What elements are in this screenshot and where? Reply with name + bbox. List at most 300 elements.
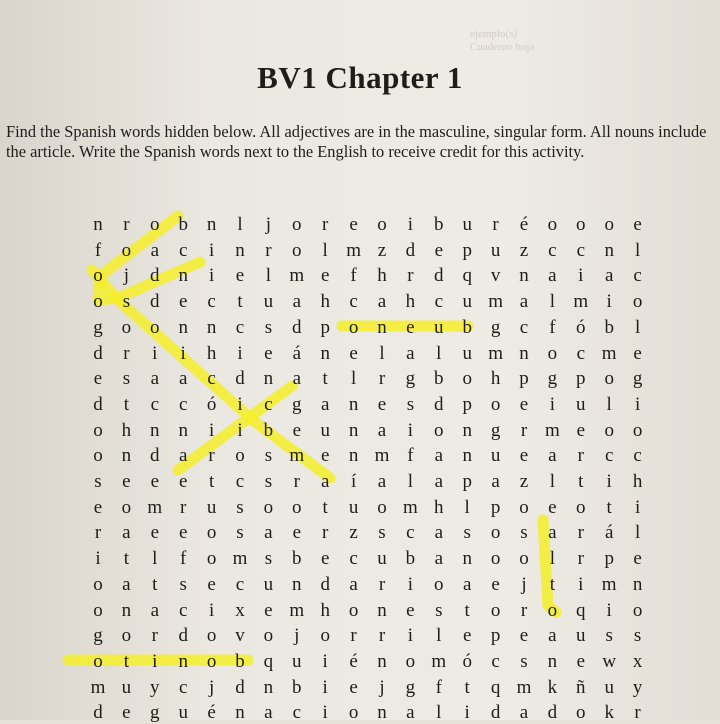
grid-letter: s	[264, 548, 273, 570]
grid-letter: o	[93, 599, 103, 621]
grid-letter: a	[122, 522, 131, 544]
grid-letter: o	[348, 316, 359, 338]
grid-letter: o	[121, 316, 132, 338]
grid-letter: n	[547, 650, 558, 672]
grid-letter: e	[548, 496, 557, 518]
grid-letter: i	[237, 342, 243, 364]
grid-letter: e	[434, 239, 444, 261]
grid-letter: o	[519, 548, 529, 570]
grid-letter: l	[350, 368, 357, 390]
grid-letter: l	[549, 548, 556, 570]
grid-letter: i	[578, 573, 584, 595]
grid-letter: g	[405, 368, 416, 390]
grid-letter: e	[633, 548, 642, 570]
grid-letter: m	[346, 239, 361, 261]
grid-letter: b	[462, 316, 472, 338]
grid-letter: a	[434, 548, 444, 570]
grid-letter: r	[151, 625, 158, 647]
grid-letter: o	[434, 573, 444, 595]
grid-letter: n	[263, 676, 274, 698]
grid-letter: b	[405, 548, 416, 570]
grid-letter: c	[548, 239, 557, 261]
grid-letter: u	[434, 316, 444, 338]
grid-letter: e	[491, 573, 500, 595]
grid-letter: o	[576, 214, 586, 235]
grid-letter: o	[604, 368, 614, 390]
grid-letter: u	[178, 702, 188, 724]
grid-letter: q	[263, 650, 274, 672]
grid-letter: u	[121, 676, 132, 698]
page-title: BV1 Chapter 1	[257, 60, 463, 95]
grid-letter: n	[320, 342, 330, 364]
grid-letter: i	[606, 291, 612, 313]
grid-letter: o	[121, 239, 132, 261]
grid-letter: b	[292, 676, 302, 698]
grid-letter: c	[235, 316, 245, 338]
grid-letter: r	[123, 214, 130, 235]
grid-letter: a	[349, 573, 358, 595]
grid-letter: t	[123, 548, 130, 570]
grid-letter: e	[122, 702, 131, 724]
grid-letter: i	[237, 393, 243, 415]
grid-letter: n	[519, 265, 529, 287]
grid-letter: n	[519, 342, 529, 364]
grid-letter: u	[263, 291, 274, 313]
grid-letter: ó	[462, 650, 472, 672]
grid-letter: p	[604, 548, 614, 570]
grid-letter: r	[520, 419, 528, 441]
grid-letter: m	[516, 676, 532, 698]
grid-letter: n	[263, 368, 274, 390]
grid-letter: g	[490, 316, 501, 338]
grid-letter: n	[604, 239, 614, 261]
grid-letter: g	[150, 702, 160, 724]
grid-letter: u	[462, 342, 472, 364]
grid-letter: s	[122, 368, 131, 390]
grid-letter: l	[606, 393, 612, 415]
grid-letter: o	[121, 625, 132, 647]
grid-letter: r	[265, 239, 272, 261]
grid-letter: c	[235, 471, 245, 492]
grid-letter: x	[235, 599, 245, 621]
grid-letter: é	[207, 702, 216, 724]
grid-letter: c	[178, 393, 188, 415]
grid-letter: o	[93, 650, 103, 672]
grid-letter: m	[601, 342, 617, 364]
grid-letter: m	[488, 291, 503, 313]
grid-letter: o	[576, 702, 586, 724]
grid-letter: h	[206, 342, 217, 364]
grid-letter: b	[263, 419, 274, 441]
grid-letter: c	[264, 393, 273, 415]
grid-letter: á	[604, 522, 614, 544]
grid-letter: i	[322, 676, 328, 698]
grid-letter: o	[348, 702, 359, 724]
grid-letter: i	[606, 471, 612, 492]
grid-letter: s	[463, 522, 471, 544]
grid-letter: q	[490, 676, 501, 698]
grid-letter: u	[576, 625, 586, 647]
grid-letter: i	[322, 650, 328, 672]
grid-letter: o	[93, 573, 103, 595]
grid-letter: t	[578, 471, 584, 492]
grid-letter: e	[264, 342, 273, 364]
grid-letter: i	[407, 573, 414, 595]
grid-letter: l	[379, 342, 385, 364]
grid-letter: b	[235, 650, 245, 672]
grid-letter: h	[405, 291, 416, 313]
grid-letter: m	[289, 599, 305, 621]
grid-letter: h	[121, 419, 132, 441]
grid-letter: i	[549, 393, 556, 415]
grid-letter: c	[150, 393, 160, 415]
grid-letter: r	[577, 445, 584, 467]
grid-letter: s	[179, 573, 187, 595]
grid-letter: e	[122, 471, 131, 492]
grid-letter: ó	[576, 316, 586, 338]
grid-letter: n	[377, 316, 387, 338]
grid-letter: o	[604, 419, 614, 441]
grid-letter: m	[431, 650, 447, 672]
bleed-line: ejemplo(s)	[470, 28, 518, 40]
grid-letter: i	[634, 496, 641, 518]
grid-letter: p	[490, 496, 501, 518]
grid-letter: f	[350, 265, 357, 287]
grid-letter: c	[178, 676, 188, 698]
grid-letter: o	[292, 239, 302, 261]
grid-letter: e	[93, 496, 103, 518]
grid-letter: t	[152, 573, 158, 595]
grid-letter: b	[178, 214, 188, 235]
grid-letter: s	[520, 522, 528, 544]
grid-letter: a	[122, 573, 131, 595]
grid-letter: i	[95, 548, 101, 570]
grid-letter: n	[632, 573, 643, 595]
grid-letter: t	[322, 496, 328, 518]
grid-letter: o	[490, 393, 501, 415]
grid-letter: m	[232, 548, 248, 570]
grid-letter: u	[490, 239, 501, 261]
grid-letter: e	[576, 419, 586, 441]
grid-letter: g	[93, 625, 103, 647]
grid-letter: l	[152, 548, 158, 570]
grid-letter: c	[633, 445, 642, 467]
grid-letter: i	[606, 599, 612, 621]
grid-letter: i	[208, 265, 215, 287]
grid-letter: a	[178, 445, 188, 467]
grid-letter: p	[462, 471, 472, 492]
grid-letter: j	[208, 676, 215, 698]
grid-letter: e	[633, 342, 642, 364]
grid-letter: k	[547, 676, 558, 698]
grid-letter: d	[150, 291, 160, 313]
grid-letter: d	[235, 368, 245, 390]
grid-letter: i	[208, 599, 215, 621]
grid-letter: a	[178, 368, 188, 390]
grid-letter: g	[93, 316, 103, 338]
grid-letter: m	[289, 445, 305, 467]
grid-letter: m	[147, 496, 163, 518]
grid-letter: o	[434, 419, 444, 441]
grid-letter: l	[634, 522, 641, 544]
grid-letter: p	[462, 393, 472, 415]
grid-letter: o	[93, 291, 103, 313]
grid-letter: é	[519, 214, 529, 235]
grid-letter: o	[263, 496, 274, 518]
grid-letter: r	[634, 702, 641, 724]
grid-letter: m	[403, 496, 418, 518]
grid-letter: z	[519, 471, 529, 492]
grid-letter: u	[576, 393, 586, 415]
grid-letter: ñ	[576, 676, 586, 698]
grid-letter: a	[320, 471, 330, 492]
grid-letter: d	[93, 342, 103, 364]
grid-letter: s	[520, 650, 528, 672]
grid-letter: n	[462, 445, 472, 467]
grid-letter: i	[152, 650, 158, 672]
grid-letter: e	[519, 445, 529, 467]
grid-letter: n	[377, 650, 387, 672]
grid-letter: p	[519, 368, 529, 390]
grid-letter: a	[548, 265, 557, 287]
grid-letter: q	[462, 265, 472, 287]
grid-letter: e	[320, 265, 330, 287]
grid-letter: r	[577, 548, 584, 570]
grid-letter: o	[93, 445, 103, 467]
grid-letter: n	[150, 419, 160, 441]
bleed-line: Cuaderno hoja	[470, 41, 535, 53]
grid-letter: d	[150, 265, 160, 287]
grid-letter: e	[349, 214, 358, 235]
grid-letter: n	[178, 265, 188, 287]
grid-letter: s	[264, 471, 273, 492]
grid-letter: e	[264, 599, 273, 621]
grid-letter: m	[90, 676, 106, 698]
grid-letter: é	[349, 650, 358, 672]
grid-letter: l	[265, 265, 272, 287]
grid-letter: a	[434, 471, 444, 492]
grid-letter: a	[150, 599, 160, 621]
grid-letter: n	[348, 419, 359, 441]
grid-letter: p	[576, 368, 586, 390]
grid-letter: o	[547, 599, 558, 621]
grid-letter: o	[632, 599, 643, 621]
grid-letter: a	[406, 342, 415, 364]
grid-letter: o	[150, 214, 160, 235]
grid-letter: c	[604, 445, 614, 467]
grid-letter: c	[491, 650, 500, 672]
grid-letter: a	[377, 291, 387, 313]
grid-letter: f	[94, 239, 102, 261]
grid-letter: l	[549, 291, 556, 313]
grid-letter: i	[208, 239, 215, 261]
grid-letter: n	[206, 316, 217, 338]
grid-letter: p	[490, 625, 501, 647]
grid-letter: l	[237, 214, 243, 235]
grid-letter: r	[407, 265, 414, 287]
grid-letter: z	[519, 239, 529, 261]
grid-letter: i	[152, 342, 158, 364]
grid-letter: c	[178, 239, 188, 261]
grid-letter: e	[235, 265, 245, 287]
grid-letter: i	[407, 419, 414, 441]
grid-letter: y	[632, 676, 643, 698]
grid-letter: n	[121, 445, 132, 467]
grid-letter: c	[576, 342, 586, 364]
grid-letter: s	[236, 522, 244, 544]
grid-letter: h	[377, 265, 387, 287]
grid-letter: e	[633, 214, 642, 235]
grid-letter: u	[462, 291, 472, 313]
grid-letter: m	[601, 573, 617, 595]
grid-letter: o	[632, 291, 643, 313]
grid-letter: v	[490, 265, 501, 287]
grid-letter: e	[462, 625, 472, 647]
grid-letter: q	[576, 599, 586, 621]
grid-letter: o	[93, 265, 103, 287]
grid-letter: o	[490, 522, 501, 544]
grid-letter: d	[178, 625, 188, 647]
grid-letter: m	[488, 342, 503, 364]
grid-letter: a	[519, 702, 529, 724]
grid-letter: r	[492, 214, 499, 235]
grid-letter: n	[235, 239, 245, 261]
grid-letter: a	[519, 291, 529, 313]
grid-letter: n	[206, 214, 217, 235]
grid-letter: i	[407, 625, 414, 647]
grid-letter: r	[520, 599, 528, 621]
grid-letter: c	[207, 291, 216, 313]
grid-letter: a	[604, 265, 614, 287]
grid-letter: h	[320, 291, 330, 313]
grid-letter: n	[348, 393, 359, 415]
grid-letter: n	[178, 650, 188, 672]
grid-letter: l	[322, 239, 328, 261]
grid-letter: n	[121, 599, 132, 621]
grid-letter: u	[320, 419, 330, 441]
grid-letter: t	[464, 599, 470, 621]
grid-letter: r	[94, 522, 102, 544]
grid-letter: e	[150, 522, 160, 544]
grid-letter: l	[436, 342, 442, 364]
grid-letter: u	[377, 548, 387, 570]
grid-letter: á	[292, 342, 302, 364]
grid-letter: o	[320, 625, 330, 647]
grid-letter: t	[237, 291, 243, 313]
grid-letter: i	[634, 393, 641, 415]
grid-letter: a	[377, 419, 387, 441]
grid-letter: u	[348, 496, 359, 518]
grid-letter: i	[180, 342, 186, 364]
grid-letter: a	[292, 291, 302, 313]
grid-letter: c	[633, 265, 642, 287]
grid-letter: o	[547, 342, 558, 364]
grid-letter: c	[235, 573, 245, 595]
grid-letter: s	[122, 291, 131, 313]
grid-letter: e	[207, 573, 216, 595]
grid-letter: a	[264, 522, 273, 544]
grid-letter: j	[379, 676, 385, 698]
grid-letter: i	[578, 265, 584, 287]
grid-letter: f	[549, 316, 556, 338]
grid-letter: r	[378, 625, 386, 647]
grid-letter: o	[263, 625, 274, 647]
grid-letter: r	[293, 471, 300, 492]
grid-letter: í	[350, 471, 357, 492]
grid-letter: n	[93, 214, 103, 235]
grid-letter: f	[407, 445, 414, 467]
grid-letter: r	[322, 522, 329, 544]
grid-letter: c	[406, 522, 415, 544]
grid-letter: t	[549, 573, 556, 595]
grid-letter: s	[236, 496, 244, 518]
grid-letter: g	[405, 676, 416, 698]
grid-letter: c	[519, 316, 529, 338]
grid-letter: r	[378, 368, 386, 390]
grid-letter: u	[462, 214, 472, 235]
grid-letter: o	[206, 522, 217, 544]
grid-letter: l	[436, 625, 442, 647]
grid-letter: i	[322, 702, 328, 724]
grid-letter: a	[491, 471, 500, 492]
grid-letter: i	[237, 419, 243, 441]
grid-letter: e	[320, 548, 330, 570]
grid-letter: n	[178, 316, 188, 338]
grid-letter: s	[406, 393, 415, 415]
grid-letter: e	[178, 522, 188, 544]
grid-letter: n	[377, 702, 387, 724]
grid-letter: g	[490, 419, 501, 441]
grid-letter: n	[178, 419, 188, 441]
grid-letter: o	[292, 214, 302, 235]
grid-letter: o	[348, 599, 359, 621]
grid-letter: e	[178, 291, 188, 313]
grid-letter: f	[435, 676, 442, 698]
grid-letter: m	[374, 445, 390, 467]
grid-letter: o	[121, 496, 132, 518]
grid-letter: e	[377, 393, 387, 415]
grid-letter: c	[349, 548, 358, 570]
grid-letter: l	[549, 471, 556, 492]
grid-letter: c	[292, 702, 302, 724]
grid-letter: a	[292, 368, 302, 390]
grid-letter: ó	[206, 393, 217, 415]
grid-letter: r	[180, 496, 187, 518]
grid-letter: d	[93, 702, 103, 724]
grid-letter: x	[632, 650, 643, 672]
grid-letter: e	[349, 676, 358, 698]
grid-letter: t	[606, 496, 612, 518]
grid-letter: u	[292, 650, 302, 672]
grid-letter: b	[604, 316, 614, 338]
grid-letter: d	[292, 316, 302, 338]
grid-letter: e	[292, 419, 302, 441]
grid-letter: h	[320, 599, 330, 621]
grid-letter: r	[350, 625, 357, 647]
grid-letter: o	[377, 496, 387, 518]
grid-letter: e	[320, 445, 330, 467]
grid-letter: e	[519, 625, 529, 647]
grid-letter: u	[490, 445, 501, 467]
grid-letter: o	[150, 316, 160, 338]
grid-letter: d	[320, 573, 330, 595]
grid-letter: a	[462, 573, 472, 595]
grid-letter: s	[435, 599, 443, 621]
grid-letter: e	[292, 522, 302, 544]
grid-letter: j	[521, 573, 527, 595]
grid-letter: a	[434, 445, 444, 467]
grid-letter: o	[519, 496, 529, 518]
